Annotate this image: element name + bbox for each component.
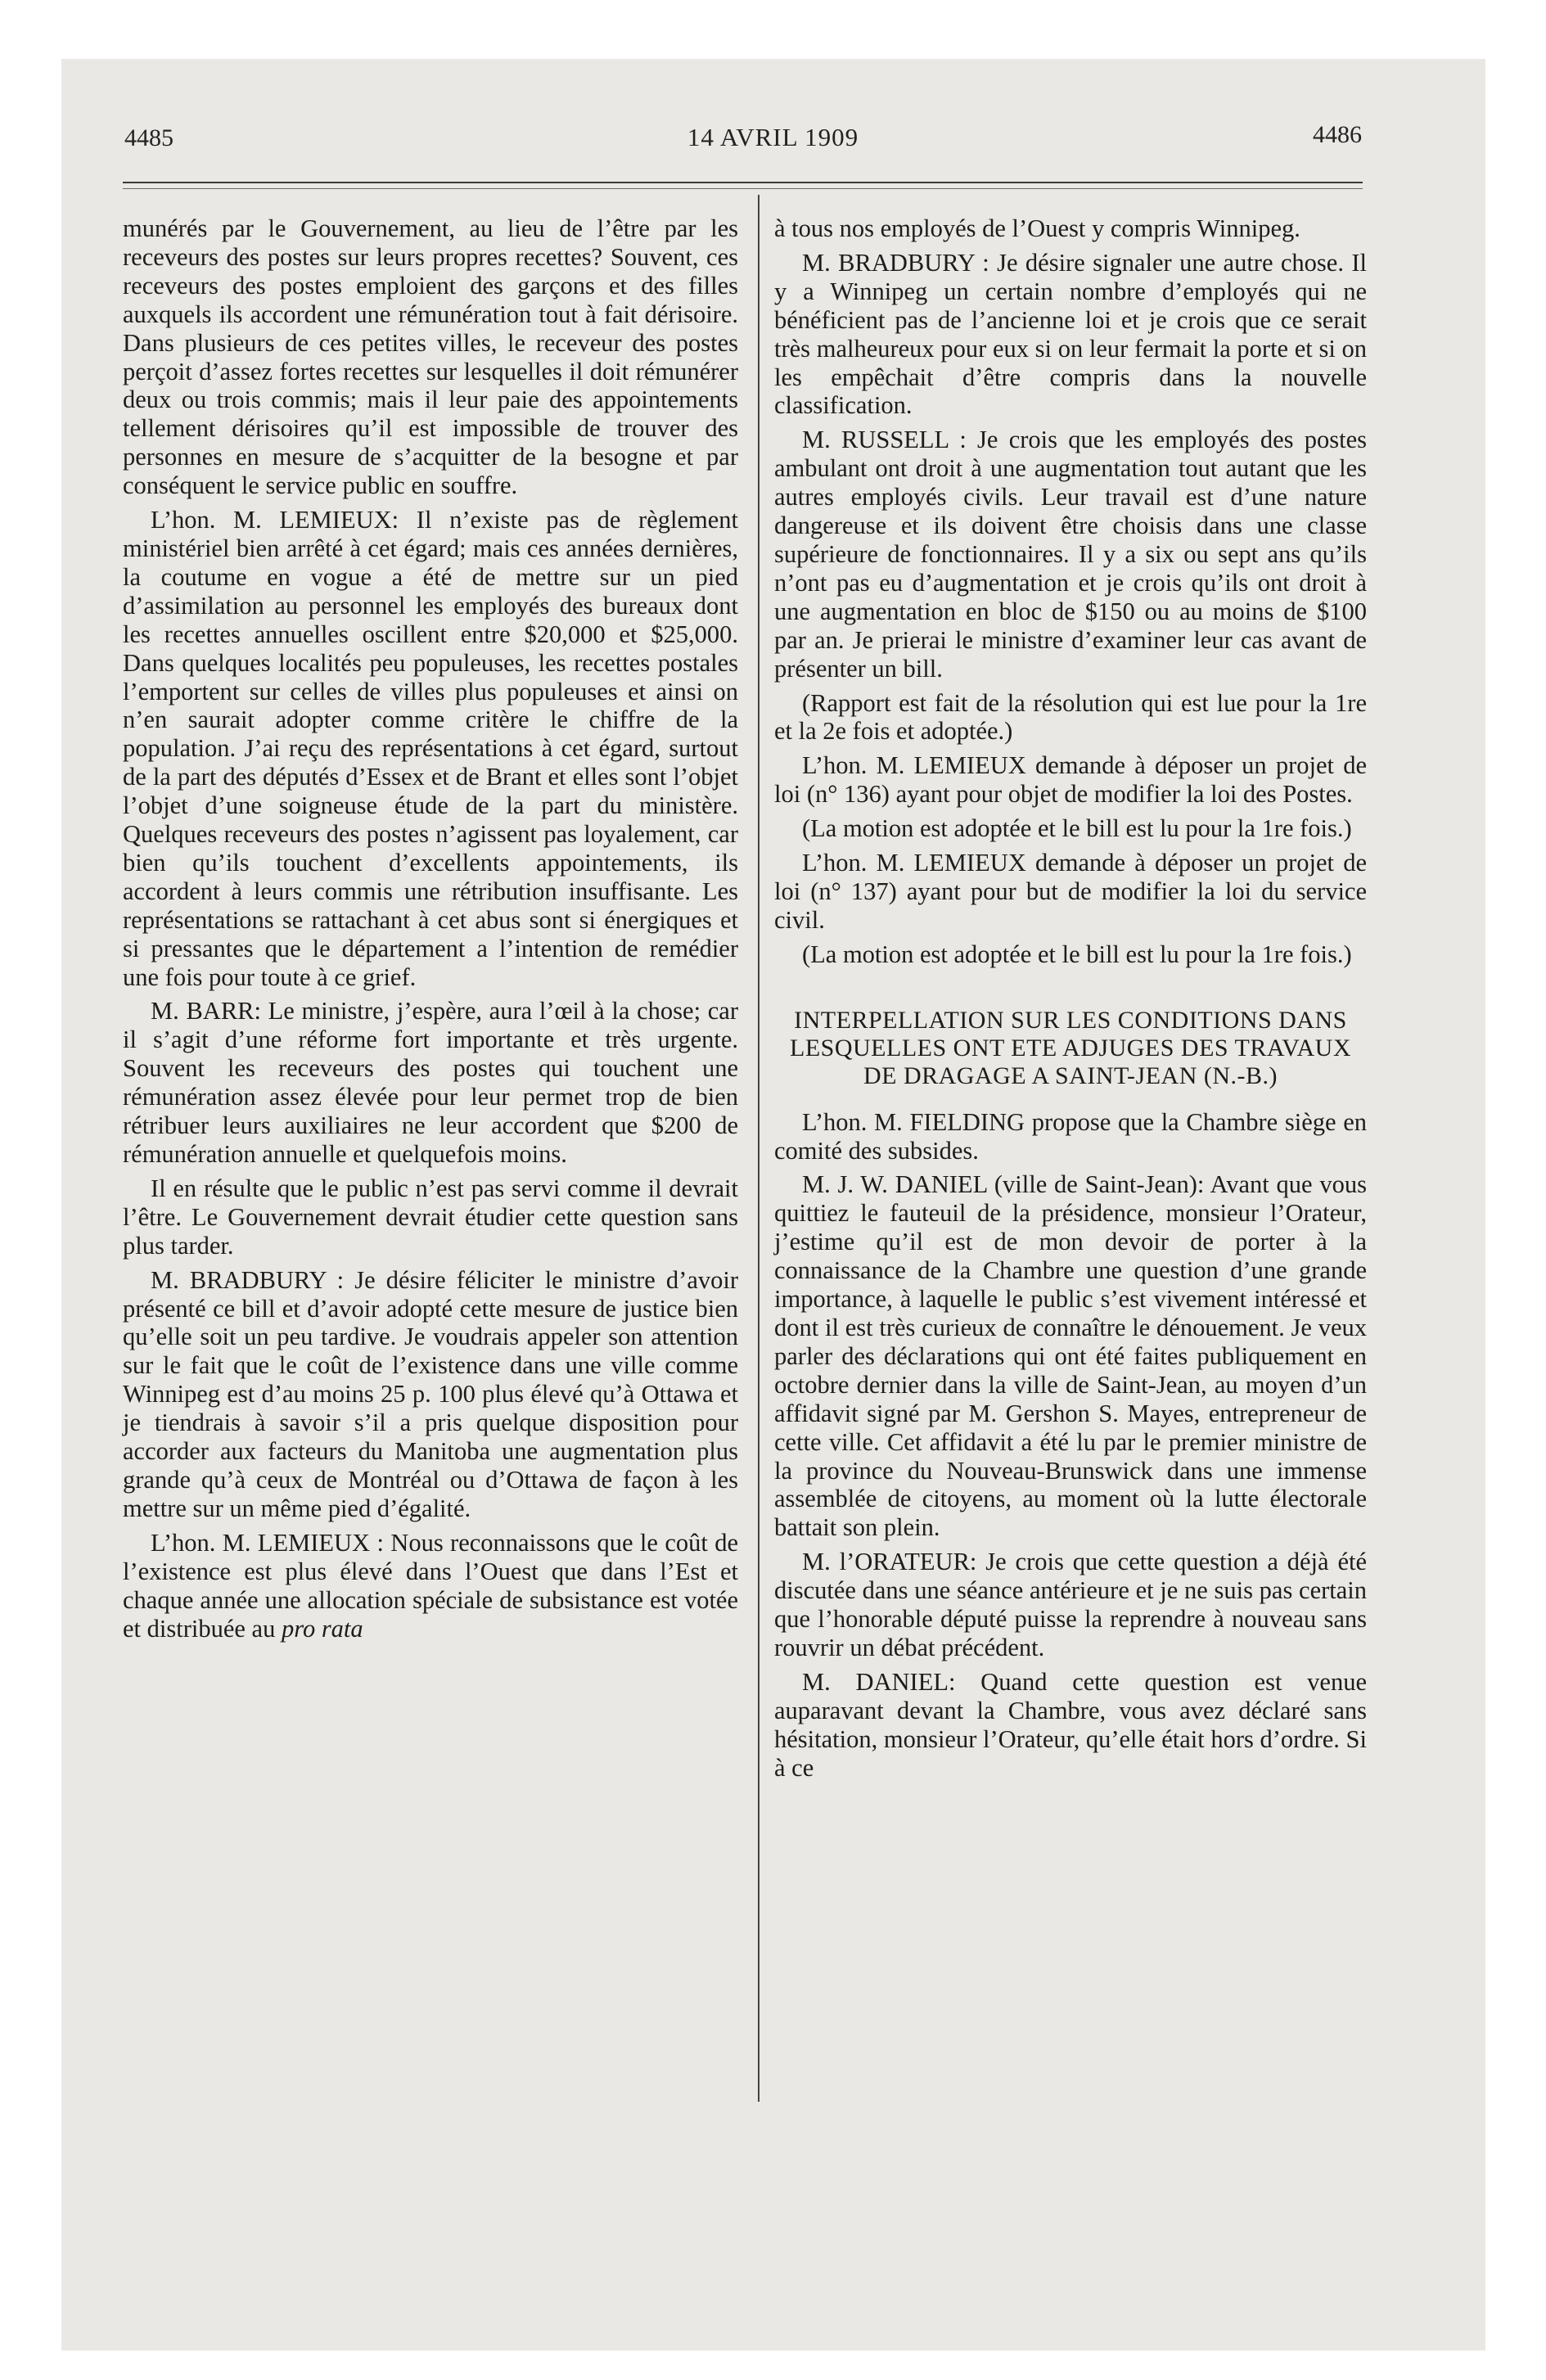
column-divider	[758, 195, 759, 2102]
paragraph: M. l’ORATEUR: Je crois que cette question a déjà été discutée dans une séance antérieure et je ne suis pas certain que l’honorable député puisse la reprendre à nouveau sans rouvrir un débat précédent.	[774, 1548, 1367, 1661]
paragraph: L’hon. M. LEMIEUX demande à déposer un projet de loi (n° 137) ayant pour but de modifier la loi du service civil.	[774, 849, 1367, 934]
paragraph: M. RUSSELL : Je crois que les employés des postes ambulant ont droit à une augmentation tout autant que les autres employés civils. Leur travail est d’une nature dangereuse et ils doivent être choisis dans une classe supérieure de fonctionnaires. Il y a six ou sept ans qu’ils n’ont pas eu d’augmentation et je crois qu’ils ont droit à une augmentation en bloc de $150 ou au moins de $100 par an. Je prierai le ministre d’examiner leur cas avant de présenter un bill.	[774, 426, 1367, 683]
paragraph: L’hon. M. LEMIEUX demande à déposer un projet de loi (n° 136) ayant pour objet de modifier la loi des Postes.	[774, 751, 1367, 809]
paragraph: L’hon. M. FIELDING propose que la Chambre siège en comité des subsides.	[774, 1107, 1367, 1165]
right-column	[774, 214, 1367, 1788]
paragraph: M. BARR: Le ministre, j’espère, aura l’œil à la chose; car il s’agit d’une réforme fort importante et très urgente. Souvent les receveurs des postes qui touchent une rémunération assez élevée pour leur permet trop de bien rétribuer leurs auxiliaires ne leur accordent que $200 de rémunération annuelle et quelquefois moins.	[123, 997, 738, 1168]
italic-phrase: pro rata	[281, 1614, 363, 1643]
paragraph-text: L’hon. M. LEMIEUX : Nous reconnaissons que le coût de l’existence est plus élevé dans l’Ouest que dans l’Est et chaque année une allocation spéciale de subsistance est votée et distribuée au	[123, 1528, 738, 1643]
page-number-right: 4486	[1313, 121, 1362, 148]
left-column	[123, 214, 738, 1648]
page-date: 14 AVRIL 1909	[687, 123, 859, 151]
section-heading: INTERPELLATION SUR LES CONDITIONS DANS LESQUELLES ONT ETE ADJUGES DES TRAVAUX DE DRAGAGE A SAINT-JEAN (N.-B.)	[790, 1006, 1351, 1089]
paragraph: L’hon. M. LEMIEUX: Il n’existe pas de règlement ministériel bien arrêté à cet égard; mais ces années dernières, la coutume en vogue a été de mettre sur un pied d’assimilation au personnel les employés des bureaux dont les recettes annuelles oscillent entre $20,000 et $25,000. Dans quelques localités peu populeuses, les recettes postales l’emportent sur celles de villes plus populeuses et ainsi on n’en saurait adopter comme critère le chiffre de la population. J’ai reçu des représentations à cet égard, surtout de la part des députés d’Essex et de Brant et elles sont l’objet l’objet d’une soigneuse étude de la part du ministère. Quelques receveurs des postes n’agissent pas loyalement, car bien qu’ils touchent d’excellents appointements, ils accordent à leurs commis une rétribution insuffisante. Les représentations se rattachant à cet abus sont si énergiques et si pressantes que le département a l’intention de remédier une fois pour toute à ce grief.	[123, 506, 738, 991]
paragraph: (Rapport est fait de la résolution qui est lue pour la 1re et la 2e fois et adoptée.)	[774, 688, 1367, 746]
paragraph: M. DANIEL: Quand cette question est venue auparavant devant la Chambre, vous avez déclaré sans hésitation, monsieur l’Orateur, qu’elle était hors d’ordre. Si à ce	[774, 1667, 1367, 1782]
paragraph: (La motion est adoptée et le bill est lu pour la 1re fois.)	[802, 940, 1352, 968]
paragraph: M. BRADBURY : Je désire signaler une autre chose. Il y a Winnipeg un certain nombre d’employés qui ne bénéficient pas de l’ancienne loi et je crois que ce serait très malheureux pour eux si on leur fermait la porte et si on les empêchait d’être compris dans la nouvelle classification.	[774, 248, 1367, 420]
paragraph: (La motion est adoptée et le bill est lu pour la 1re fois.)	[802, 814, 1352, 843]
paragraph: à tous nos employés de l’Ouest y compris Winnipeg.	[774, 214, 1300, 242]
paragraph: M. J. W. DANIEL (ville de Saint-Jean): Avant que vous quittiez le fauteuil de la présidence, monsieur l’Orateur, j’estime qu’il est de mon devoir de porter à la connaissance de la Chambre une question d’une grande importance, à laquelle le public s’est vivement intéressé et dont il est très curieux de connaître le dénouement. Je veux parler des déclarations qui ont été faites publiquement en octobre dernier dans la ville de Saint-Jean, au moyen d’un affidavit signé par M. Gershon S. Mayes, entrepreneur de cette ville. Cet affidavit a été lu par le premier ministre de la province du Nouveau-Brunswick dans une immense assemblée de citoyens, au moment où la lutte électorale battait son plein.	[774, 1170, 1367, 1542]
header-rule-secondary	[123, 188, 1363, 189]
paragraph: M. BRADBURY : Je désire féliciter le ministre d’avoir présenté ce bill et d’avoir adopté cette mesure de justice bien qu’elle soit un peu tardive. Je voudrais appeler son attention sur le fait que le coût de l’existence dans une ville comme Winnipeg est d’au moins 25 p. 100 plus élevé qu’à Ottawa et je tiendrais à savoir s’il a pris quelque disposition pour accorder aux facteurs du Manitoba une augmentation plus grande qu’à ceux de Montréal ou d’Ottawa de façon à les mettre sur un même pied d’égalité.	[123, 1265, 738, 1522]
page-number-left: 4485	[124, 124, 174, 151]
paragraph: Il en résulte que le public n’est pas servi comme il devrait l’être. Le Gouvernement devrait étudier cette question sans plus tarder.	[123, 1174, 738, 1260]
header-rule	[123, 182, 1363, 183]
paragraph	[123, 1529, 738, 1643]
paragraph: munérés par le Gouvernement, au lieu de l’être par les receveurs des postes sur leurs propres recettes? Souvent, ces receveurs des postes emploient des garçons et des filles auxquels ils accordent une rémunération tout à fait dérisoire. Dans plusieurs de ces petites villes, le receveur des postes perçoit d’assez fortes recettes sur lesquelles il doit rémunérer deux ou trois commis; mais il leur paie des appointements tellement dérisoires qu’il est impossible de trouver des personnes en mesure de s’acquitter de la besogne et par conséquent le service public en souffre.	[123, 214, 738, 500]
